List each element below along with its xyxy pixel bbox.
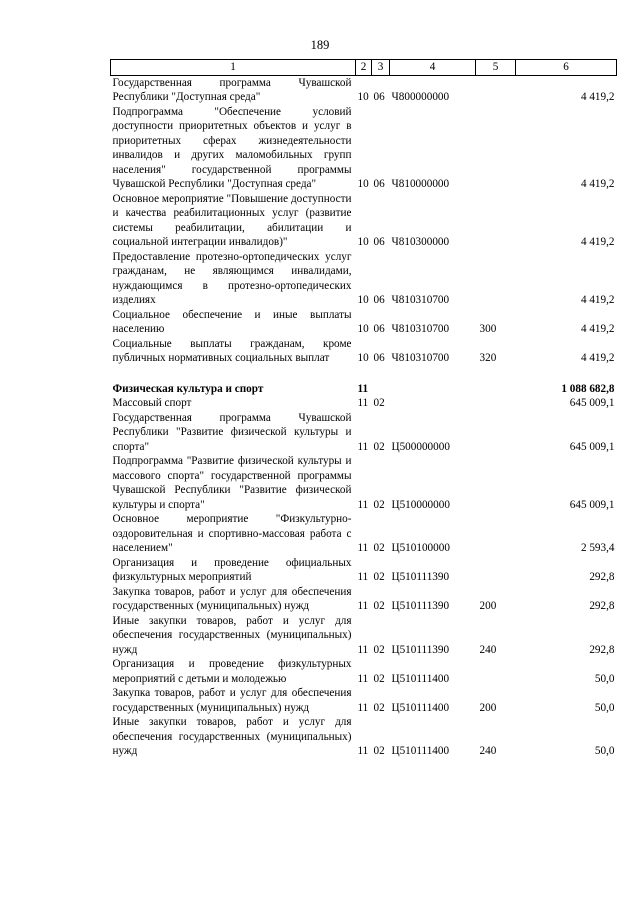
row-description: Подпрограмма "Развитие физической культуры и массового спорта" государственной программы Чувашской Республики "Развитие физической культуры и спорта" [112,455,352,511]
row-subsection-code: 02 [373,440,385,453]
row-target-article-code [390,396,476,411]
table-row [111,337,617,366]
row-target-article-code: Ц510111390 [391,600,450,612]
table-row [111,396,617,411]
row-subsection-code: 06 [373,236,385,248]
row-subsection-code: 06 [373,294,385,306]
row-expense-type-code: 320 [479,352,497,364]
row-target-article-code: Ц510111400 [391,672,450,685]
row-target-article-code: Ч810310700 [391,323,450,335]
table-row [111,556,617,585]
row-section-code: 11 [357,672,369,685]
row-section-code: 10 [357,294,369,306]
table-row [111,657,617,686]
row-expense-type-code: 200 [479,701,497,714]
row-expense-type-code: 240 [479,745,497,757]
row-subsection-code: 02 [373,701,385,714]
row-expense-type-code [476,411,516,455]
row-amount: 50,0 [594,701,615,714]
row-target-article-code: Ч810310700 [391,294,450,306]
row-target-article-code: Ч800000000 [391,91,450,103]
row-subsection-code: 02 [373,397,385,409]
row-target-article-code: Ц510111390 [391,571,450,583]
row-section-code: 11 [357,397,369,409]
row-description: Закупка товаров, работ и услуг для обеспечения государственных (муниципальных) нужд [112,687,352,714]
row-section-code: 10 [357,178,369,190]
column-header-2: 2 [356,60,372,76]
row-description: Организация и проведение официальных физкультурных мероприятий [112,556,352,583]
table-body [111,75,617,759]
row-amount: 4 419,2 [580,91,615,103]
row-expense-type-code [476,75,516,105]
row-subsection-code [372,382,390,397]
row-amount: 50,0 [594,672,615,685]
row-section-code: 11 [357,643,369,656]
row-expense-type-code [476,396,516,411]
row-expense-type-code [476,105,516,192]
row-subsection-code: 06 [373,178,385,190]
spacer-row [111,366,617,382]
row-expense-type-code [476,454,516,512]
row-description: Закупка товаров, работ и услуг для обеспечения государственных (муниципальных) нужд [112,585,352,612]
row-description: Предоставление протезно-ортопедических услуг гражданам, не являющимся инвалидами, нуждающимся в протезно-ортопедических изделиях [112,250,352,306]
row-subsection-code: 06 [373,323,385,335]
row-amount: 645 009,1 [569,440,615,453]
row-subsection-code: 02 [373,571,385,583]
row-description: Основное мероприятие "Повышение доступности и качества реабилитационных услуг (развитие системы реабилитации, абилитации и социальной интеграции инвалидов)" [112,192,352,248]
row-target-article-code: Ц500000000 [391,440,450,453]
table-row [111,192,617,250]
row-section-code: 11 [357,701,369,714]
row-description: Социальное обеспечение и иные выплаты населению [112,308,352,335]
row-expense-type-code: 240 [479,643,497,656]
row-description: Подпрограмма "Обеспечение условий доступности приоритетных объектов и услуг в приоритетных сферах жизнедеятельности инвалидов и других маломобильных групп населения" государственной программы Чувашской Республики "Доступная среда" [112,105,352,190]
column-header-3: 3 [372,60,390,76]
row-target-article-code: Ч810300000 [391,236,450,248]
row-amount: 4 419,2 [580,236,615,248]
row-expense-type-code: 200 [479,600,497,612]
table-row [111,308,617,337]
row-amount: 292,8 [589,600,615,612]
table-row [111,715,617,759]
row-subsection-code: 02 [373,643,385,656]
row-section-code: 10 [357,352,369,364]
row-target-article-code: Ч810000000 [391,178,450,190]
row-subsection-code: 02 [373,745,385,757]
row-amount: 292,8 [589,643,615,656]
row-description: Организация и проведение физкультурных мероприятий с детьми и молодежью [112,658,352,685]
row-description: Социальные выплаты гражданам, кроме публичных нормативных социальных выплат [112,337,352,364]
row-section-code: 10 [357,91,369,103]
table-row [111,686,617,715]
row-description: Физическая культура и спорт [112,382,264,395]
row-description: Основное мероприятие "Физкультурно-оздоровительная и спортивно-массовая работа с населением" [112,513,352,554]
row-target-article-code: Ц510111400 [391,745,450,757]
row-amount: 645 009,1 [569,397,615,409]
row-subsection-code: 02 [373,600,385,612]
row-description: Массовый спорт [112,397,192,409]
row-expense-type-code [476,382,516,397]
row-section-code: 10 [357,236,369,248]
row-amount: 1 088 682,8 [561,382,615,395]
row-amount: 292,8 [589,571,615,583]
row-section-code: 11 [357,542,369,554]
row-section-code: 11 [357,382,369,395]
row-section-code: 11 [357,571,369,583]
row-target-article-code: Ц510000000 [391,498,450,511]
row-amount: 4 419,2 [580,178,615,190]
row-target-article-code: Ц510111390 [391,643,450,656]
table-row [111,411,617,455]
table-row [111,454,617,512]
table-row [111,382,617,397]
row-amount: 50,0 [594,745,615,757]
row-description: Государственная программа Чувашской Республики "Развитие физической культуры и спорта" [112,411,352,453]
table-row [111,105,617,192]
row-description: Государственная программа Чувашской Республики "Доступная среда" [112,76,352,103]
table-row [111,250,617,308]
table-row [111,585,617,614]
column-header-4: 4 [390,60,476,76]
row-section-code: 11 [357,745,369,757]
column-header-5: 5 [476,60,516,76]
row-amount: 4 419,2 [580,323,615,335]
table-row [111,75,617,105]
row-expense-type-code: 300 [479,323,497,335]
row-expense-type-code [476,512,516,556]
row-section-code: 11 [357,440,369,453]
row-amount: 4 419,2 [580,294,615,306]
row-subsection-code: 06 [373,352,385,364]
table-header [111,60,617,76]
row-subsection-code: 02 [373,542,385,554]
row-expense-type-code [476,192,516,250]
row-target-article-code: Ц510100000 [391,542,450,554]
row-expense-type-code [476,657,516,686]
row-expense-type-code [476,556,516,585]
row-subsection-code: 06 [373,91,385,103]
table-row [111,614,617,658]
row-target-article-code [390,382,476,397]
row-amount: 2 593,4 [580,542,615,554]
row-section-code: 11 [357,498,369,511]
page-number: 189 [310,38,330,52]
row-amount: 4 419,2 [580,352,615,364]
row-section-code: 11 [357,600,369,612]
row-section-code: 10 [357,323,369,335]
table-row [111,512,617,556]
row-target-article-code: Ч810310700 [391,352,450,364]
row-description: Иные закупки товаров, работ и услуг для обеспечения государственных (муниципальных) нужд [112,716,352,757]
row-target-article-code: Ц510111400 [391,701,450,714]
row-subsection-code: 02 [373,672,385,685]
column-header-6: 6 [516,60,617,76]
row-amount: 645 009,1 [569,498,615,511]
row-expense-type-code [476,250,516,308]
column-header-1: 1 [111,60,356,76]
row-subsection-code: 02 [373,498,385,511]
row-description: Иные закупки товаров, работ и услуг для обеспечения государственных (муниципальных) нужд [112,614,352,656]
budget-table [110,59,617,759]
